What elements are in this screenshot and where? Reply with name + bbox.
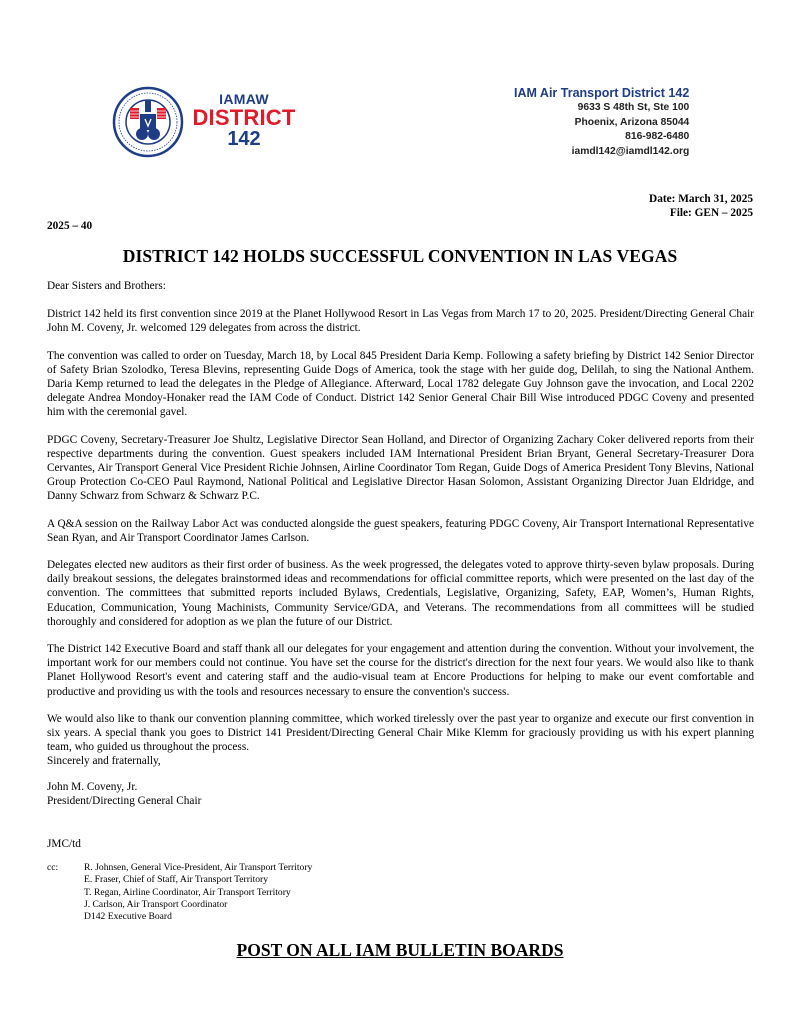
iamaw-district-142-logo xyxy=(112,86,296,158)
signer-name: John M. Coveny, Jr. xyxy=(47,781,138,793)
letter-date: Date: March 31, 2025 xyxy=(649,193,753,205)
org-name: IAM Air Transport District 142 xyxy=(514,86,690,100)
cc-recipient: J. Carlson, Air Transport Coordinator xyxy=(84,898,228,910)
paragraph: The convention was called to order on Tuesday, March 18, by Local 845 President Daria Kemp. Following a safety briefing by District 142 Senior Director of Safety Brian Szolodko, Teresa Blevins, representing Guide Dogs of America, took the stage with her guide dog, Delilah, to sing the National Anthem. Daria Kemp returned to lead the delegates in the Pledge of Allegiance. Afterward, Local 1782 delegate Guy Johnson gave the invocation, and Local 2202 delegate Andrea Mondoy-Honaker read the IAM Code of Conduct. District 142 Senior General Chair Bill Wise introduced PDGC Coveny and presented him with the ceremonial gavel. xyxy=(47,349,754,419)
footer-notice xyxy=(0,940,800,961)
paragraph: PDGC Coveny, Secretary-Treasurer Joe Shultz, Legislative Director Sean Holland, and Director of Organizing Zachary Coker delivered reports from their respective departments during the convention. Guest speakers included IAM International President Brian Bryant, General Secretary-Treasurer Dora Cervantes, Air Transport General Vice President Richie Johnsen, Airline Coordinator Tom Regan, Guide Dogs of America President Tony Blevins, National Group Protection Co-CEO Paul Raymond, National Political and Legislative Director Hasan Solomon, Assistant Organizing Director Juan Eldridge, and Danny Schwarz from Schwarz & Schwarz P.C. xyxy=(47,433,754,503)
paragraph: A Q&A session on the Railway Labor Act was conducted alongside the guest speakers, featuring PDGC Coveny, Air Transport International Representative Sean Ryan, and Air Transport Coordinator James Carlson. xyxy=(47,517,754,544)
signature-block xyxy=(47,780,201,808)
paragraph: District 142 held its first convention since 2019 at the Planet Hollywood Resort in Las Vegas from March 17 to 20, 2025. President/Directing General Chair John M. Coveny, Jr. welcomed 129 delegates from across the district. xyxy=(47,308,754,335)
letter-number: 2025 – 40 xyxy=(47,220,93,232)
logo-district-text: DISTRICT xyxy=(192,105,296,130)
closing-line: Sincerely and fraternally, xyxy=(47,755,161,767)
phone-number: 816-982-6480 xyxy=(625,131,690,142)
date-file-block xyxy=(649,193,753,220)
logo-number-text: 142 xyxy=(227,128,261,150)
cc-recipient: D142 Executive Board xyxy=(84,911,172,923)
signer-title: President/Directing General Chair xyxy=(47,795,202,808)
bulletin-board-notice: POST ON ALL IAM BULLETIN BOARDS xyxy=(236,940,564,960)
salutation: Dear Sisters and Brothers: xyxy=(47,280,166,292)
cc-label: cc: xyxy=(47,862,59,873)
paragraph: Delegates elected new auditors as their first order of business. As the week progressed, the delegates voted to approve thirty-seven bylaw proposals. During daily breakout sessions, the delegates brainstormed ideas and recommendations for official committee reports, which were presented on the last day of the convention. The committees that submitted reports included Bylaws, Credentials, Legislative, Organizing, Safety, EAP, Women’s, Human Rights, Education, Communication, Young Machinists, Community Service/GDA, and Veterans. The recommendations from all committees will be studied thoroughly and considered for adoption as we plan the future of our District. xyxy=(47,559,754,628)
address-line-1: 9633 S 48th St, Ste 100 xyxy=(577,102,690,113)
cc-recipient: T. Regan, Airline Coordinator, Air Transport Territory xyxy=(84,886,291,898)
logo-wordmark xyxy=(189,92,299,149)
paragraph: The District 142 Executive Board and staff thank all our delegates for your engagement and attention during the convention. Without your involvement, the important work for our members could not continue. You have set the course for the district's direction for the next four years. We would also like to thank Planet Hollywood Resort's event and catering staff and the audio-visual team at Encore Productions for helping to make our event comfortable and productive and providing us with the tools and resources necessary to ensure the convention's success. xyxy=(47,643,754,698)
iam-seal-icon xyxy=(112,86,184,158)
letter-body xyxy=(47,279,754,767)
cc-recipient: E. Fraser, Chief of Staff, Air Transport Territory xyxy=(84,874,269,886)
paragraph: We would also like to thank our convention planning committee, which worked tirelessly over the past year to organize and execute our first convention in six years. A special thank you goes to District 141 President/Directing General Chair Mike Klemm for graciously providing us with his expert planning team, who guided us throughout the process. xyxy=(47,712,754,754)
cc-recipient-list xyxy=(84,862,312,923)
address-line-2: Phoenix, Arizona 85044 xyxy=(574,116,690,128)
email-address: iamdl142@iamdl142.org xyxy=(571,145,690,157)
file-reference: File: GEN – 2025 xyxy=(669,206,753,219)
typist-initials: JMC/td xyxy=(47,838,81,850)
logo-iamaw-text: IAMAW xyxy=(219,91,269,107)
cc-recipient: R. Johnsen, General Vice-President, Air Transport Territory xyxy=(84,862,313,873)
letterhead-address xyxy=(514,85,689,159)
letter-title: DISTRICT 142 HOLDS SUCCESSFUL CONVENTION IN LAS VEGAS xyxy=(122,246,678,266)
